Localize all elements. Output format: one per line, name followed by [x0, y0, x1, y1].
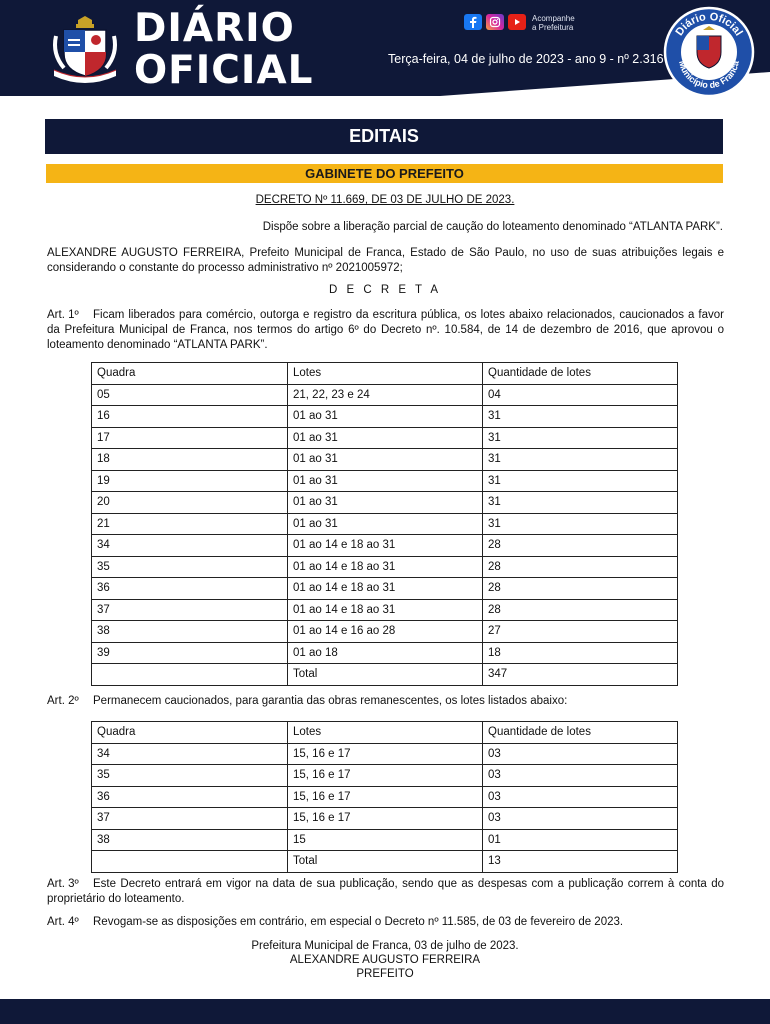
cell-total-value: 347 [483, 664, 678, 686]
table-released-lots [91, 362, 678, 686]
svg-text:Diário Oficial: Diário Oficial [673, 10, 745, 39]
table-row [92, 808, 678, 830]
cell-quadra [92, 851, 288, 873]
table-header-row [92, 363, 678, 385]
page-footer [0, 999, 770, 1024]
cell-lotes: 01 ao 31 [288, 449, 483, 471]
decree-ementa: Dispõe sobre a liberação parcial de caução do loteamento denominado “ATLANTA PARK”. [262, 221, 723, 233]
cell-quadra: 36 [92, 786, 288, 808]
cell-quantidade: 27 [483, 621, 678, 643]
cell-quadra: 21 [92, 513, 288, 535]
cell-quantidade: 03 [483, 765, 678, 787]
cell-lotes: 21, 22, 23 e 24 [288, 384, 483, 406]
cell-quantidade: 28 [483, 556, 678, 578]
article-2-label: Art. 2º [47, 695, 79, 707]
cell-quantidade: 28 [483, 578, 678, 600]
title-line-2: OFICIAL [134, 48, 314, 93]
header-cell-lotes: Lotes [288, 363, 483, 385]
cell-lotes: 01 ao 31 [288, 470, 483, 492]
article-1-label: Art. 1º [47, 309, 79, 321]
table-row [92, 621, 678, 643]
article-3-label: Art. 3º [47, 878, 79, 890]
cell-quadra: 38 [92, 621, 288, 643]
article-4 [47, 915, 724, 930]
follow-caption-line-1: Acompanhe [532, 14, 575, 23]
cell-quadra: 05 [92, 384, 288, 406]
cell-lotes: 01 ao 14 e 18 ao 31 [288, 578, 483, 600]
cell-quantidade: 31 [483, 513, 678, 535]
cell-quadra: 16 [92, 406, 288, 428]
signature-place-date: Prefeitura Municipal de Franca, 03 de julho de 2023. [251, 940, 519, 952]
table-header-row [92, 722, 678, 744]
table-total-row [92, 851, 678, 873]
cell-quantidade: 31 [483, 449, 678, 471]
cell-total-label: Total [288, 851, 483, 873]
cell-lotes: 01 ao 14 e 18 ao 31 [288, 535, 483, 557]
cell-quantidade: 28 [483, 535, 678, 557]
table-remaining-lots [91, 721, 678, 873]
cell-lotes: 01 ao 14 e 18 ao 31 [288, 556, 483, 578]
cell-lotes: 15, 16 e 17 [288, 765, 483, 787]
cell-quadra: 37 [92, 808, 288, 830]
cell-quantidade: 03 [483, 743, 678, 765]
table-total-row [92, 664, 678, 686]
decree-title: DECRETO Nº 11.669, DE 03 DE JULHO DE 2023. [255, 194, 515, 206]
table-row [92, 513, 678, 535]
department-header: GABINETE DO PREFEITO [46, 164, 723, 183]
table-row [92, 786, 678, 808]
table-row [92, 578, 678, 600]
cell-quantidade: 28 [483, 599, 678, 621]
table-row [92, 599, 678, 621]
publication-title [134, 8, 313, 92]
cell-quantidade: 03 [483, 808, 678, 830]
cell-lotes: 01 ao 31 [288, 492, 483, 514]
cell-quadra: 37 [92, 599, 288, 621]
section-banner: EDITAIS [45, 119, 723, 154]
page-header [0, 0, 770, 100]
cell-lotes: 15, 16 e 17 [288, 786, 483, 808]
cell-lotes: 01 ao 31 [288, 427, 483, 449]
cell-quadra: 39 [92, 642, 288, 664]
follow-caption [532, 14, 575, 32]
cell-lotes: 15, 16 e 17 [288, 743, 483, 765]
cell-quadra: 38 [92, 829, 288, 851]
cell-quadra: 19 [92, 470, 288, 492]
cell-quadra: 35 [92, 556, 288, 578]
instagram-icon[interactable] [486, 14, 504, 30]
header-cell-lotes: Lotes [288, 722, 483, 744]
table-row [92, 829, 678, 851]
cell-quantidade: 31 [483, 406, 678, 428]
cell-quadra: 36 [92, 578, 288, 600]
article-3 [47, 877, 724, 907]
signature-block [0, 939, 770, 981]
table-row [92, 470, 678, 492]
article-1-text: Ficam liberados para comércio, outorga e registro da escritura pública, os lotes abaixo relacionados, caucionados a favor da Prefeitura Municipal de Franca, nos termos do artigo 6º do Decreto nº. 10.584, de 14 de dezembro de 2016, que aprovou o loteamento denominado “ATLANTA PARK”. [47, 309, 724, 351]
cell-quadra: 20 [92, 492, 288, 514]
cell-quantidade: 18 [483, 642, 678, 664]
table-row [92, 765, 678, 787]
cell-lotes: 15 [288, 829, 483, 851]
header-cell-quadra: Quadra [92, 722, 288, 744]
cell-lotes: 15, 16 e 17 [288, 808, 483, 830]
cell-lotes: 01 ao 18 [288, 642, 483, 664]
cell-quadra: 17 [92, 427, 288, 449]
signature-role: PREFEITO [356, 968, 414, 980]
cell-quadra [92, 664, 288, 686]
cell-lotes: 01 ao 31 [288, 513, 483, 535]
social-links [464, 14, 526, 30]
svg-text:Município de Franca: Município de Franca [677, 59, 741, 91]
facebook-icon[interactable] [464, 14, 482, 30]
article-4-label: Art. 4º [47, 916, 79, 928]
article-2-text: Permanecem caucionados, para garantia das obras remanescentes, os lotes listados abaixo: [93, 695, 568, 707]
cell-lotes: 01 ao 14 e 18 ao 31 [288, 599, 483, 621]
cell-quadra: 34 [92, 743, 288, 765]
follow-caption-line-2: a Prefeitura [532, 23, 574, 32]
table-row [92, 535, 678, 557]
article-4-text: Revogam-se as disposições em contrário, em especial o Decreto nº 11.585, de 03 de fevereiro de 2023. [93, 916, 624, 928]
franca-coat-of-arms-icon [46, 10, 124, 88]
decree-preamble: ALEXANDRE AUGUSTO FERREIRA, Prefeito Municipal de Franca, Estado de São Paulo, no uso de suas atribuições legais e considerando o constante do processo administrativo nº 2021005972; [47, 247, 724, 274]
cell-quantidade: 31 [483, 427, 678, 449]
table-row [92, 556, 678, 578]
title-line-1: DIÁRIO [134, 6, 295, 51]
cell-lotes: 01 ao 31 [288, 406, 483, 428]
edition-dateline: Terça-feira, 04 de julho de 2023 - ano 9 - nº 2.316 [388, 52, 664, 66]
article-3-text: Este Decreto entrará em vigor na data de sua publicação, sendo que as despesas com a publicação correm à conta do proprietário do loteamento. [47, 878, 724, 905]
table-row [92, 384, 678, 406]
cell-total-value: 13 [483, 851, 678, 873]
table-row [92, 492, 678, 514]
cell-quantidade: 31 [483, 470, 678, 492]
diario-oficial-seal-icon [663, 6, 755, 98]
table-row [92, 743, 678, 765]
article-1 [47, 308, 724, 353]
header-cell-quantidade: Quantidade de lotes [483, 722, 678, 744]
table-row [92, 406, 678, 428]
cell-lotes: 01 ao 14 e 16 ao 28 [288, 621, 483, 643]
cell-quadra: 34 [92, 535, 288, 557]
table-row [92, 427, 678, 449]
cell-quantidade: 03 [483, 786, 678, 808]
signature-name: ALEXANDRE AUGUSTO FERREIRA [289, 954, 481, 966]
cell-quantidade: 04 [483, 384, 678, 406]
cell-total-label: Total [288, 664, 483, 686]
cell-quantidade: 31 [483, 492, 678, 514]
header-cell-quadra: Quadra [92, 363, 288, 385]
header-cell-quantidade: Quantidade de lotes [483, 363, 678, 385]
cell-quadra: 35 [92, 765, 288, 787]
cell-quadra: 18 [92, 449, 288, 471]
table-row [92, 642, 678, 664]
header-divider [0, 96, 770, 100]
article-2 [47, 694, 724, 709]
cell-quantidade: 01 [483, 829, 678, 851]
decreta-heading: D E C R E T A [328, 284, 442, 296]
youtube-icon[interactable] [508, 14, 526, 30]
table-row [92, 449, 678, 471]
